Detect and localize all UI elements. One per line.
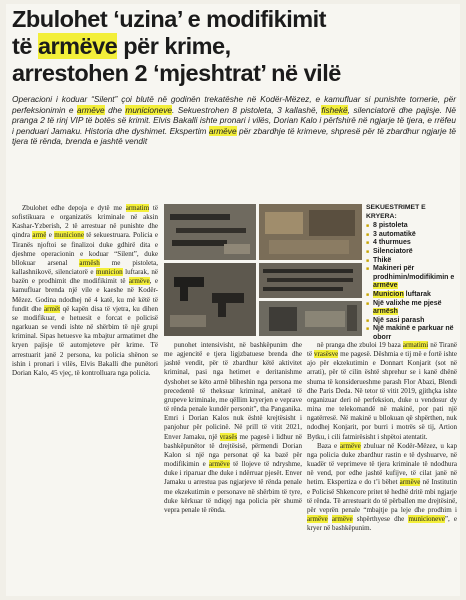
text-run: të sofistikuara e organizatës kriminale në aksin Kashar-Yzberish, 2 të arrestuar në punishte dhe qindra [12, 204, 158, 240]
highlighted-word: armatimi [402, 341, 429, 349]
infobox-item [366, 291, 458, 300]
infobox-item [366, 231, 458, 240]
body-column-3 [307, 341, 457, 596]
seizures-infobox [366, 204, 458, 341]
text-run: me pagesë. Dëshmia e tij më e fortë ishte ajo për ekzekutimin e Donnart Konjarit (sot në arrati), për të cilin është shprehur se i kanë dhënë shuma të konsiderueshme parash Flor Abazi, Blendi dhe Paris Deda. Në tetor të vitit 2019, gjithçka ishte organizuar deri në perfeksion, duke u vendosur dy mina me telekomandë në makinë, por pati një ngatërresë. Në makinë u bllokuan që shpërthen, nuk ndodhej Konjarit, por burri i motrës së tij, Artion Bytku, i cili fatmirësisht i shpëtoi atentatit. [307, 350, 457, 441]
photo-workshop-machinery [259, 301, 362, 336]
lead-highlight: fishekë [321, 104, 348, 115]
highlighted-word: vrasësve [313, 350, 339, 359]
headline-line-2b: armëve [37, 33, 118, 59]
text-run: luftarak, në bazën e prodhimit dhe modifikimit të [12, 268, 158, 286]
highlighted-word: municione [54, 231, 84, 240]
infobox-item [366, 248, 458, 257]
text-run: 8 pistoleta [373, 222, 408, 230]
infobox-item [366, 239, 458, 248]
highlighted-word: municioneve [408, 514, 445, 523]
infobox-item [366, 222, 458, 231]
text-run: Makineri për prodhimin/modifikimin e [373, 265, 455, 281]
highlighted-word: armët [44, 304, 61, 313]
text-run: punohet intensivisht, në bashkëpunim dhe me agjencitë e tjera ligjzbatuese brenda dhe jashtë vendit, për të zbardhur këtë aktivitet kriminal, pasi nga hetimet e deritanishme dyshohet se këto armë bliheshin nga persona me precedentë të theksuar kriminal, anëtarë të grupeve kriminale, me qëllim kryerjen e veprave të rënda penale kundër personit”, tha Panganika. Emri i Dorian Kalos nuk është krejtësisht i panjohur për policinë. Në prill të vitit 2021, Enver Jamaku, një [164, 341, 302, 441]
text-run: shpërthyese dhe [352, 514, 409, 523]
text-run: Silenciatorë [373, 247, 413, 255]
photo-weapons-on-table [164, 204, 256, 260]
text-run: 4 thurmues [373, 239, 411, 247]
lead-highlight: municioneve [125, 104, 172, 115]
body-paragraph [307, 442, 457, 534]
text-run: Zbulohet edhe depoja e dytë me [22, 204, 126, 212]
photo-ammunition-boxes [259, 204, 362, 260]
text-run: që kapën disa të vjetra, ku dihen se modifikuar, e hetuesit e forcat e policisë ngarkuan se vendi ishte në shërbim të një grupi kriminal. Sipas hetuesve ka mbajtur armatimet dhe kryen pajisje të automjeteve për krime. Të arrestuarit janë 2 persona, ku policia shënon se ishin i pronari i vilës, Elvis Bakalli dhe punëtori Dorian Kalo, 45 vjeç, të kontrolluara nga policia. [12, 304, 158, 377]
highlighted-word: armëve [399, 478, 421, 487]
highlighted-word: armëve [209, 460, 230, 469]
headline-line-1: Zbulohet ‘uzina’ e modifikimit [12, 6, 327, 32]
body-column-1 [12, 204, 158, 596]
text-run: me pagesë i lidhur në bashkëpunëtor të drejtësisë, përmendi Dorian Kalon si një nga personat që ka bazë për modifikimin e [164, 432, 302, 469]
infobox-item [366, 265, 458, 291]
lead-highlight: armëve [208, 125, 237, 136]
body-paragraph [164, 341, 302, 515]
lead-text: për zbardhje të krimeve, shpresë për të zbardhur ngjarje të tjera të rënda, brenda e jashtë vendit [12, 125, 456, 147]
highlighted-word: armëve [339, 441, 361, 450]
highlighted-word: armësh [373, 308, 398, 316]
photo-pistols-closeup [164, 263, 256, 336]
highlighted-word: municion [96, 268, 123, 277]
infobox-item [366, 317, 458, 326]
text-run: në Institutin e Policisë Shkencore pritet të hedhë dritë mbi ngjarje të rënda. Të arrestuarit do të përballen me drejtësinë, për veprën penale “mbajtje pa leje dhe prodhim i [307, 478, 457, 514]
highlighted-word: armësh [79, 258, 100, 267]
body-paragraph [307, 341, 457, 442]
text-run: të sekuestruara. Policia e Tiranës njoftoi se finalizoi duke gdhirë dita e djeshme operacionin e koduar “Silent”, duke bllokuar arsenal [12, 231, 158, 267]
highlighted-word: armë [32, 231, 47, 240]
body-column-2 [164, 341, 302, 596]
lead-text: Operacioni i koduar “Silent” çoi blutë në godinën trekatëshe në Kodër-Mëzez, e kamufluar si punishte tornerie, për perfeksionimin e [12, 94, 456, 115]
text-run: Baza e [317, 441, 340, 450]
highlighted-word: armëve [128, 277, 150, 286]
lead-highlight: armëve [77, 104, 105, 115]
infobox-item [366, 300, 458, 317]
lead-text: . Sekuestrohen 8 pistoleta, 3 kallashë, [172, 104, 322, 115]
text-run: Një sasi parash [373, 316, 425, 324]
highlighted-word: armëve [331, 514, 353, 523]
text-run: të llojeve të ndryshme, duke i riparuar dhe duke i ndërruar pjesët. Enver Jamaku u arrestua pas ngjarjeve të rënda penale me ekzekutimin e personave në shërbim të tyre, duke kërkuar të ndiqej nga policia për shumë vepra penale të rënda. [164, 460, 302, 514]
headline-line-2a: të [12, 33, 38, 59]
headline-line-3: arrestohen 2 ‘mjeshtrat’ në vilë [12, 60, 341, 86]
lead-text: , silenciatorë dhe pajisje. Në pranga 2 të rinj VIP të botës së krimit. Elvis Bakalli ishte pronari i vilës, Dorian Kalo i përfshirë në ngjarje të tjera, e rrëfeu i penduari Jamaku. Historia dhe dyshimet. Ekspertim [12, 104, 456, 136]
headline-line-2c: për krime, [117, 33, 231, 59]
photo-collage [164, 204, 362, 336]
text-run: në pranga dhe zbuloi 19 baza [317, 341, 403, 349]
text-run: Thikë [373, 256, 392, 264]
infobox-item [366, 325, 458, 342]
infobox-item [366, 257, 458, 266]
lead-text: dhe [104, 104, 126, 115]
text-run: ”, e kryer në bashkëpunim. [307, 514, 457, 533]
text-run: Një valixhe me pjesë [373, 299, 442, 307]
text-run: e [46, 231, 55, 240]
infobox-list [366, 222, 458, 342]
photo-weapons-arsenal [259, 263, 362, 298]
text-run: me pistoleta, kallashnikovë, silenciatorë e [12, 258, 158, 277]
infobox-title: SEKUESTRIMET E KRYERA: [366, 204, 426, 220]
highlighted-word: Municion [373, 290, 404, 298]
newspaper-page [6, 4, 460, 596]
body-paragraph [12, 204, 158, 378]
lead-paragraph [12, 94, 456, 147]
text-run: , e kamufluar brenda një vile e kaeshe në Kodër-Mëzez. Godina ndodhej në 4 katë, ku më këtë të fundit dhe [12, 277, 158, 313]
headline [12, 6, 458, 87]
highlighted-word: vrasës [219, 432, 238, 441]
text-run: Një makinë e parkuar në oborr [373, 325, 454, 341]
text-run: 3 automatikë [373, 230, 416, 238]
text-run: luftarak [403, 290, 431, 298]
highlighted-word: armatim [125, 204, 150, 212]
text-run: në Tiranë të [307, 341, 457, 359]
highlighted-word: armëve [307, 514, 328, 523]
text-run: zbuluar në Kodër-Mëzez, u kap nga policia duke zbardhur rastin e të dyshuarve, në kuadër të veprimeve të tjera kriminale të ndodhura në vend, por edhe jashtë kufijve, të cilat janë në hetim. Ekspertiza e do t’i bëhet [307, 441, 457, 487]
highlighted-word: armëve [373, 282, 398, 290]
